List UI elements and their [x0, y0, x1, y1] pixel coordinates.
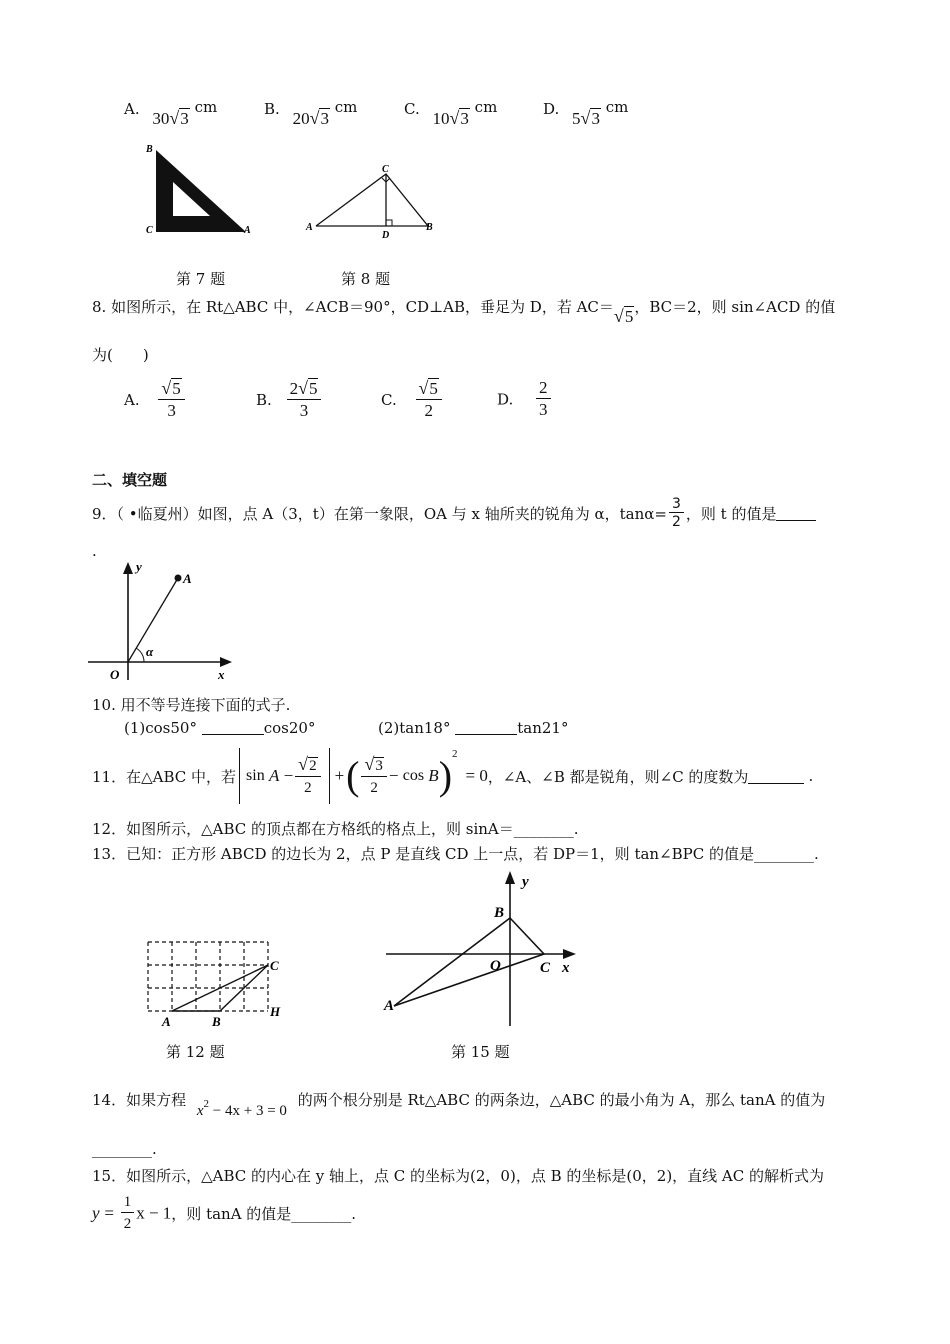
- q8-question: 8. 如图所示，在 Rt△ABC 中，∠ACB＝90°，CD⊥AB，垂足为 D，若 AC＝√5，BC＝2，则 sin∠ACD 的值: [92, 298, 836, 326]
- q15-figure-axes: [380, 868, 586, 1030]
- q12-question: 12．如图所示，△ABC 的顶点都在方格纸的格点上，则 sinA＝________.: [92, 820, 579, 838]
- label-a: A: [384, 998, 395, 1014]
- grid-lines: [148, 942, 268, 1011]
- label-b: B: [494, 905, 505, 921]
- section-title-fill-in: 二、填空题: [92, 471, 168, 489]
- set-square-body: [156, 150, 246, 232]
- label-a: A: [306, 222, 313, 233]
- q9-question: 9．（ •临夏州）如图，点 A（3，t）在第一象限，OA 与 x 轴所夹的锐角为 α，tanα= $\frac{3}{2}$ ，则 t 的值是: [92, 496, 816, 531]
- q10-part2-blank[interactable]: [455, 720, 517, 735]
- q15-question-cont: y = $\frac{1}{2}$ x − 1，则 tanA 的值是________.: [92, 1194, 357, 1232]
- q11-question: 11．在△ABC 中，若 sin A − $\frac{√2}{2}$ + ( $\frac{√3}{2}$ − cos B ) 2 = 0 ，∠A、∠B 都是锐角，则∠C 的度数为 .: [92, 746, 813, 806]
- label-y: y: [136, 559, 142, 574]
- point-a: [175, 575, 182, 582]
- right-angle-d: [386, 220, 392, 226]
- q8-option-d: D. $\frac{2}{3}$: [497, 378, 553, 421]
- q9-answer-blank[interactable]: [776, 506, 816, 521]
- x-axis-arrow: [563, 949, 576, 959]
- y-axis-arrow: [123, 562, 133, 574]
- q14-equation: $x^2 - 4x + 3 = 0$: [196, 1098, 287, 1119]
- q12-figure-grid: [140, 934, 290, 1034]
- q14-question: 14．如果方程 $x^2 - 4x + 3 = 0$ 的两个根分别是 Rt△ABC 的两条边，△ABC 的最小角为 A，那么 tanA 的值为: [92, 1091, 826, 1119]
- label-alpha: α: [146, 644, 154, 659]
- triangle-abc: [394, 918, 544, 1006]
- label-y: y: [522, 874, 529, 890]
- q7-option-d: D. 5√3 cm: [543, 98, 629, 128]
- label-x: x: [218, 667, 225, 682]
- q8-option-c: C. $\frac{√5}{2}$: [381, 378, 444, 422]
- q12-caption: 第 12 题: [166, 1043, 225, 1061]
- label-b: B: [146, 144, 153, 155]
- q8-option-b: B. $\frac{2√5}{3}$: [256, 378, 323, 422]
- q10-part2: (2)tan18° tan21°: [378, 719, 569, 737]
- q11-abs-expr: sin A − $\frac{√2}{2}$: [239, 748, 330, 804]
- label-b: B: [426, 222, 433, 233]
- q8-figure-triangle: [302, 160, 442, 240]
- label-o: O: [490, 958, 501, 974]
- label-c: C: [270, 958, 279, 973]
- q15-question: 15．如图所示，△ABC 的内心在 y 轴上，点 C 的坐标为(2，0)，点 B 的坐标是(0，2)，直线 AC 的解析式为: [92, 1167, 825, 1185]
- q10-question: 10. 用不等号连接下面的式子.: [92, 696, 291, 714]
- q13-question: 13．已知：正方形 ABCD 的边长为 2，点 P 是直线 CD 上一点，若 DP＝1，则 tan∠BPC 的值是________.: [92, 845, 819, 863]
- label-c: C: [146, 225, 153, 236]
- q10-part1: (1)cos50° cos20°: [124, 719, 316, 737]
- q10-part1-blank[interactable]: [202, 720, 264, 735]
- q15-caption: 第 15 题: [451, 1043, 510, 1061]
- q8-question-cont: 为( ): [92, 346, 149, 364]
- label-d: D: [382, 230, 390, 240]
- q7-option-a: A. 30√3 cm: [124, 98, 218, 128]
- y-axis-arrow: [505, 871, 515, 884]
- label-o: O: [110, 667, 120, 682]
- q9-figure-axes: [88, 558, 238, 684]
- label-c: C: [540, 960, 551, 976]
- q8-option-a: A. $\frac{√5}{3}$: [124, 378, 187, 422]
- x-axis-arrow: [220, 657, 232, 667]
- angle-arc: [136, 648, 144, 662]
- label-c: C: [382, 164, 389, 175]
- q11-paren-expr: $\frac{√3}{2}$ − cos B: [359, 754, 438, 799]
- label-x: x: [562, 960, 570, 976]
- label-h: H: [270, 1004, 281, 1019]
- label-a: A: [183, 571, 192, 586]
- label-a: A: [162, 1014, 171, 1029]
- q9-period: .: [92, 542, 97, 560]
- q11-answer-blank[interactable]: [748, 769, 804, 784]
- label-b: B: [212, 1014, 221, 1029]
- q8-caption: 第 8 题: [341, 270, 391, 288]
- q14-answer-blank[interactable]: ________.: [92, 1140, 157, 1158]
- q7-option-b: B. 20√3 cm: [264, 98, 358, 128]
- label-a: A: [244, 225, 251, 236]
- q7-option-c: C. 10√3 cm: [404, 98, 498, 128]
- triangle-abc: [316, 174, 428, 226]
- q7-figure-set-square: [140, 140, 260, 240]
- q7-caption: 第 7 题: [176, 270, 226, 288]
